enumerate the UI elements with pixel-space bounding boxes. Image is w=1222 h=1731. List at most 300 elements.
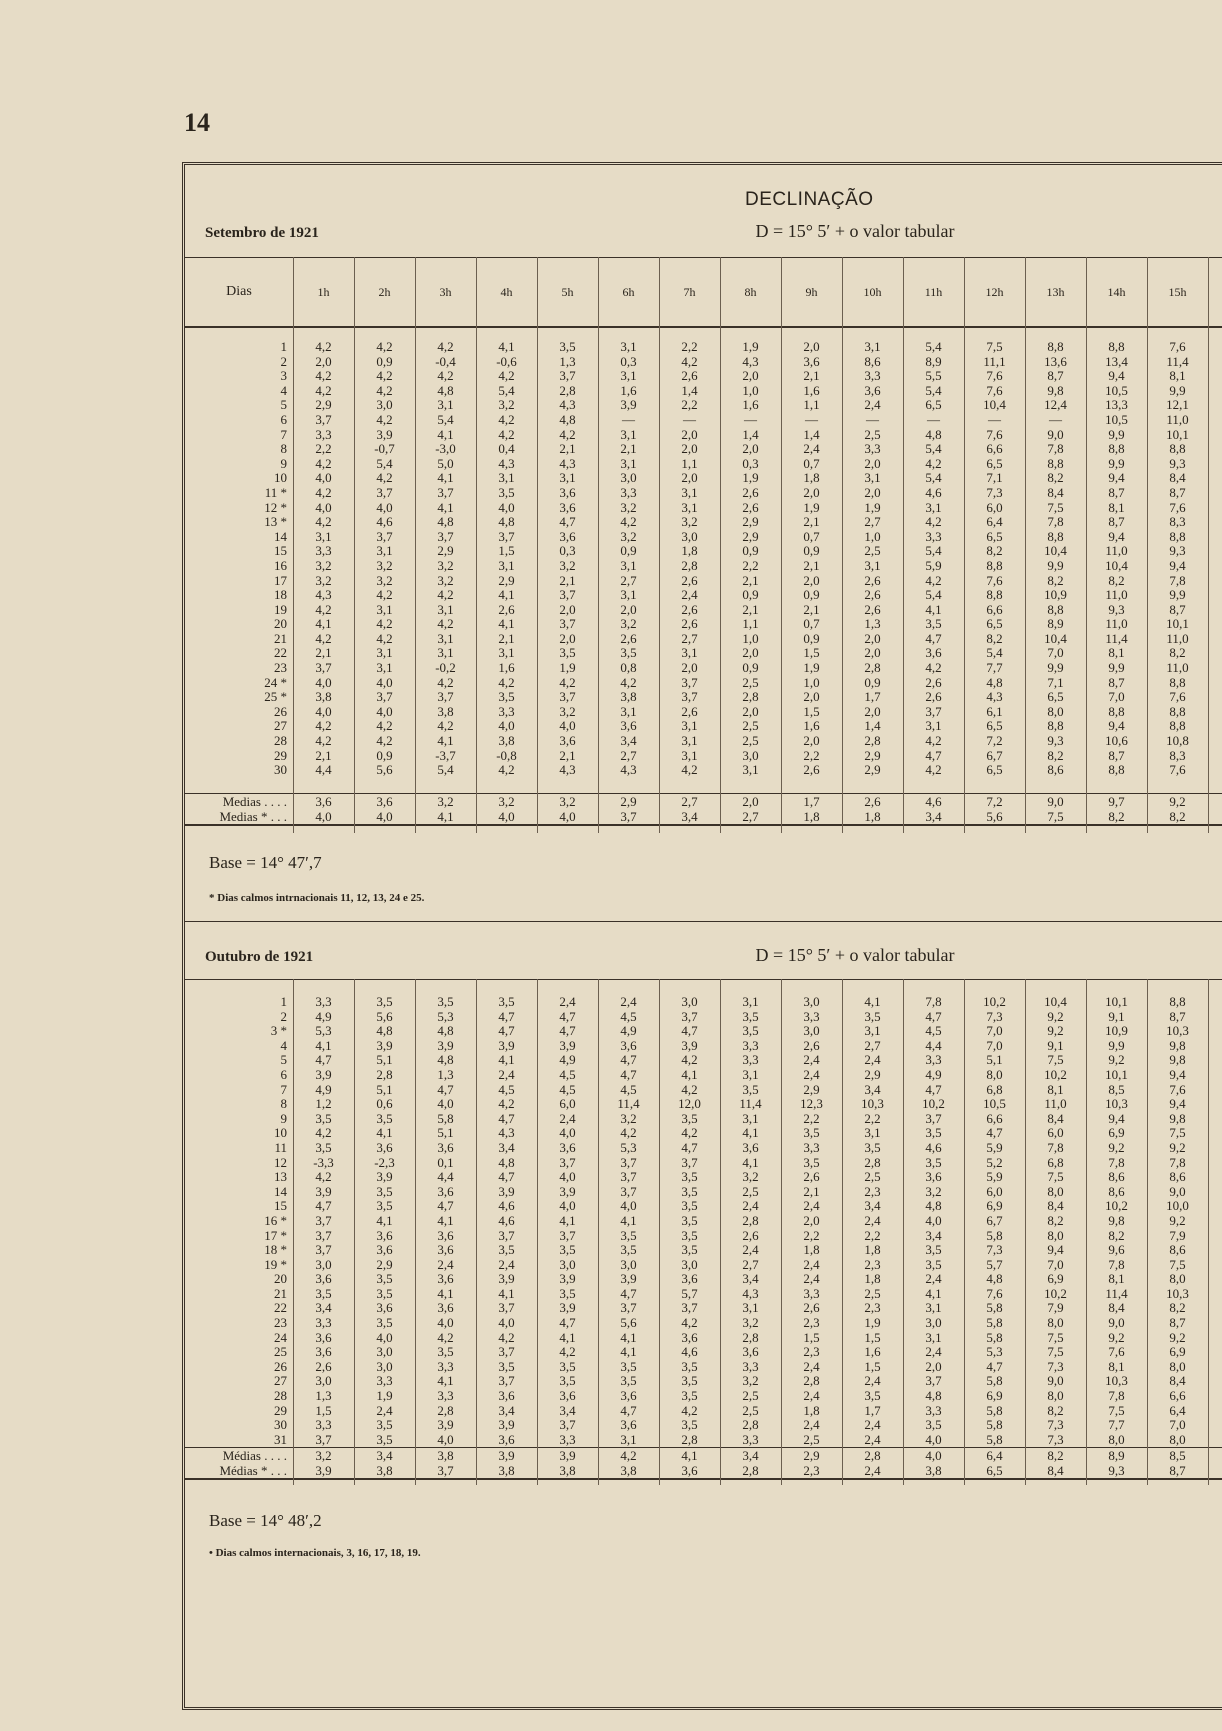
value-cell: 3,3 [315, 1417, 332, 1433]
value-cell: 6,1 [986, 703, 1003, 719]
value-cell: 2,1 [803, 368, 820, 384]
value-cell: 2,7 [620, 747, 637, 763]
value-cell: 0,9 [864, 674, 881, 690]
value-cell: 3,6 [681, 1463, 698, 1478]
value-cell: 4,1 [498, 1052, 515, 1068]
value-cell: 4,0 [437, 1096, 454, 1112]
value-cell: 8,7 [1169, 484, 1186, 500]
day-label: 2 [280, 353, 287, 369]
value-cell: 9,8 [1108, 1212, 1125, 1228]
value-cell: 2,9 [803, 1081, 820, 1097]
table-row [185, 398, 1222, 413]
value-cell: 11,4 [739, 1096, 762, 1112]
value-cell: 4,2 [315, 630, 332, 646]
value-cell: 4,7 [559, 1008, 576, 1024]
value-cell: 9,8 [1169, 1110, 1186, 1126]
september-base: Base = 14° 47′,7 [209, 853, 322, 872]
value-cell: 2,3 [803, 1344, 820, 1360]
value-cell: 7,1 [1047, 674, 1064, 690]
value-cell: 9,4 [1108, 368, 1125, 384]
value-cell: 2,0 [803, 1212, 820, 1228]
value-cell: 5,8 [986, 1373, 1003, 1389]
value-cell: 4,0 [315, 703, 332, 719]
value-cell: 1,7 [864, 689, 881, 705]
value-cell: 2,3 [803, 1315, 820, 1331]
value-cell: 3,7 [559, 1154, 576, 1170]
september-note: * Dias calmos intrnacionais 11, 12, 13, 24 e 25. [209, 892, 425, 904]
value-cell: 3,1 [315, 528, 332, 544]
value-cell: 3,3 [925, 528, 942, 544]
day-label: 22 [274, 645, 287, 661]
table-row [185, 995, 1222, 1010]
day-label: 18 * [264, 1242, 287, 1258]
value-cell: 4,2 [315, 455, 332, 471]
table-row [185, 1126, 1222, 1141]
day-label: 3 [280, 368, 287, 384]
value-cell: 8,1 [1047, 1081, 1064, 1097]
value-cell: 9,2 [1108, 1052, 1125, 1068]
value-cell: 3,7 [376, 484, 393, 500]
value-cell: 4,0 [498, 718, 515, 734]
value-cell: 3,6 [620, 718, 637, 734]
value-cell: 8,2 [1047, 1402, 1064, 1418]
value-cell: 7,6 [1169, 689, 1186, 705]
value-cell: 8,5 [1169, 1448, 1186, 1463]
value-cell: 4,1 [559, 1329, 576, 1345]
value-cell: 3,5 [742, 1008, 759, 1024]
day-label: 19 [274, 601, 287, 617]
value-cell: 5,8 [986, 1402, 1003, 1418]
value-cell: 4,7 [498, 1110, 515, 1126]
value-cell: 8,7 [1169, 601, 1186, 617]
day-label: 8 [280, 441, 287, 457]
value-cell: 2,1 [559, 572, 576, 588]
value-cell: 2,1 [742, 572, 759, 588]
day-label: 19 * [264, 1256, 287, 1272]
value-cell: 2,5 [742, 674, 759, 690]
value-cell: 2,0 [864, 645, 881, 661]
day-label: 4 [280, 382, 287, 398]
table-row [185, 1068, 1222, 1083]
value-cell: 0,9 [803, 543, 820, 559]
table-row [185, 617, 1222, 632]
day-label: 12 [274, 1154, 287, 1170]
day-label: 21 [274, 1285, 287, 1301]
value-cell: 9,9 [1108, 455, 1125, 471]
value-cell: 3,6 [315, 1344, 332, 1360]
value-cell: 1,6 [803, 382, 820, 398]
value-cell: 8,8 [1108, 339, 1125, 354]
value-cell: 1,8 [864, 809, 881, 824]
value-cell: 2,7 [742, 809, 759, 824]
value-cell: 3,1 [925, 499, 942, 515]
value-cell: 8,8 [1169, 994, 1186, 1009]
table-row [185, 1316, 1222, 1331]
value-cell: 2,4 [803, 1417, 820, 1433]
column-rule [659, 979, 660, 1485]
value-cell: 4,0 [376, 674, 393, 690]
value-cell: 4,2 [620, 1125, 637, 1141]
value-cell: 12,3 [800, 1096, 823, 1112]
column-rule [659, 257, 660, 325]
value-cell: 2,8 [376, 1066, 393, 1082]
value-cell: 6,6 [986, 441, 1003, 457]
value-cell: 3,3 [437, 1358, 454, 1374]
value-cell: 4,1 [498, 339, 515, 354]
value-cell: 7,5 [986, 339, 1003, 354]
value-cell: 5,6 [620, 1315, 637, 1331]
value-cell: 2,8 [742, 689, 759, 705]
value-cell: 2,9 [742, 528, 759, 544]
value-cell: 3,1 [742, 994, 759, 1009]
month-title-september: Setembro de 1921 [205, 225, 319, 241]
column-rule [964, 257, 965, 325]
value-cell: 3,5 [803, 1125, 820, 1141]
value-cell: 2,2 [681, 339, 698, 354]
table-row [185, 1287, 1222, 1302]
day-label: 9 [280, 455, 287, 471]
value-cell: -2,3 [374, 1154, 395, 1170]
value-cell: 5,6 [376, 762, 393, 778]
value-cell: 3,7 [437, 528, 454, 544]
value-cell: 7,5 [1047, 1052, 1064, 1068]
value-cell: 8,1 [1108, 1271, 1125, 1287]
day-label: 31 [274, 1431, 287, 1447]
value-cell: 8,4 [1169, 1373, 1186, 1389]
value-cell: 9,4 [1169, 557, 1186, 573]
september-means [185, 793, 1222, 826]
day-label: 5 [280, 397, 287, 413]
value-cell: 2,6 [681, 368, 698, 384]
value-cell: 9,9 [1108, 660, 1125, 676]
value-cell: 3,6 [376, 1139, 393, 1155]
value-cell: 3,4 [498, 1402, 515, 1418]
value-cell: 4,7 [681, 1139, 698, 1155]
value-cell: 3,9 [376, 1169, 393, 1185]
value-cell: 8,8 [1169, 528, 1186, 544]
value-cell: 0,7 [803, 616, 820, 632]
value-cell: 4,1 [437, 733, 454, 749]
value-cell: 3,5 [376, 1431, 393, 1447]
value-cell: 3,1 [498, 557, 515, 573]
value-cell: 7,5 [1047, 1344, 1064, 1360]
value-cell: 5,7 [986, 1256, 1003, 1272]
value-cell: 3,6 [681, 1329, 698, 1345]
value-cell: 8,7 [1047, 368, 1064, 384]
value-cell: 1,9 [559, 660, 576, 676]
value-cell: 10,2 [1044, 1066, 1067, 1082]
value-cell: 3,5 [559, 645, 576, 661]
value-cell: 9,4 [1108, 718, 1125, 734]
table-row [185, 1258, 1222, 1273]
column-header-hour: 3h [439, 284, 452, 299]
value-cell: 10,4 [983, 397, 1006, 413]
value-cell: 3,4 [925, 1227, 942, 1243]
value-cell: 3,1 [376, 660, 393, 676]
value-cell: 3,6 [315, 1329, 332, 1345]
value-cell: 4,3 [742, 353, 759, 369]
value-cell: 3,9 [437, 1417, 454, 1433]
value-cell: 10,3 [1105, 1373, 1128, 1389]
value-cell: 2,2 [803, 1110, 820, 1126]
value-cell: — [1049, 411, 1062, 427]
column-rule [964, 979, 965, 1485]
value-cell: 10,5 [1105, 382, 1128, 398]
table-row [185, 1272, 1222, 1287]
value-cell: 8,0 [1047, 1227, 1064, 1243]
value-cell: 1,8 [803, 1402, 820, 1418]
value-cell: 2,7 [742, 1256, 759, 1272]
value-cell: -0,7 [374, 441, 395, 457]
value-cell: 2,0 [681, 441, 698, 457]
value-cell: 3,5 [559, 1285, 576, 1301]
value-cell: 2,6 [620, 630, 637, 646]
value-cell: 3,1 [620, 1431, 637, 1447]
value-cell: 5,7 [681, 1285, 698, 1301]
value-cell: 5,8 [986, 1227, 1003, 1243]
value-cell: 8,0 [1169, 1271, 1186, 1287]
column-rule [598, 257, 599, 325]
value-cell: 4,6 [498, 1212, 515, 1228]
value-cell: 1,3 [437, 1066, 454, 1082]
october-note: • Dias calmos internacionais, 3, 16, 17, 18, 19. [209, 1547, 421, 1559]
value-cell: 11,0 [1166, 660, 1189, 676]
column-header-hour: 9h [805, 284, 818, 299]
value-cell: 3,5 [864, 1139, 881, 1155]
value-cell: 5,4 [376, 455, 393, 471]
value-cell: 3,7 [681, 674, 698, 690]
value-cell: 1,7 [803, 794, 820, 809]
value-cell: 3,9 [315, 1463, 332, 1478]
value-cell: 4,2 [925, 762, 942, 778]
value-cell: 4,7 [620, 1052, 637, 1068]
value-cell: 3,8 [437, 703, 454, 719]
value-cell: 5,8 [986, 1431, 1003, 1447]
value-cell: 4,1 [437, 1285, 454, 1301]
day-label: 11 * [264, 484, 287, 500]
value-cell: 4,0 [559, 718, 576, 734]
value-cell: 5,4 [925, 382, 942, 398]
value-cell: 7,8 [1047, 514, 1064, 530]
value-cell: 7,3 [1047, 1417, 1064, 1433]
value-cell: 3,5 [864, 1008, 881, 1024]
value-cell: 9,4 [1047, 1242, 1064, 1258]
value-cell: 3,1 [620, 368, 637, 384]
day-label: 18 [274, 587, 287, 603]
value-cell: 4,8 [437, 514, 454, 530]
value-cell: 2,7 [681, 794, 698, 809]
value-cell: 2,1 [803, 514, 820, 530]
value-cell: 4,6 [925, 484, 942, 500]
day-label: 20 [274, 1271, 287, 1287]
value-cell: 3,3 [864, 441, 881, 457]
value-cell: 3,9 [437, 1037, 454, 1053]
value-cell: 1,8 [681, 543, 698, 559]
value-cell: 8,8 [1169, 718, 1186, 734]
value-cell: 4,2 [376, 368, 393, 384]
value-cell: 1,9 [742, 470, 759, 486]
value-cell: 3,3 [559, 1431, 576, 1447]
value-cell: 7,5 [1047, 809, 1064, 824]
value-cell: 4,2 [315, 601, 332, 617]
value-cell: 1,3 [559, 353, 576, 369]
value-cell: — [988, 411, 1001, 427]
column-rule [1025, 979, 1026, 1485]
column-rule [720, 325, 721, 833]
value-cell: 3,9 [620, 1271, 637, 1287]
value-cell: 6,9 [1108, 1125, 1125, 1141]
value-cell: 1,5 [803, 703, 820, 719]
value-cell: 5,2 [986, 1154, 1003, 1170]
value-cell: 7,3 [1047, 1431, 1064, 1447]
value-cell: 6,4 [1169, 1402, 1186, 1418]
value-cell: 3,9 [498, 1183, 515, 1199]
column-rule [598, 979, 599, 1485]
value-cell: 8,0 [1169, 1358, 1186, 1374]
column-header-hour: 14h [1107, 284, 1126, 299]
value-cell: 2,5 [864, 1169, 881, 1185]
value-cell: 8,4 [1047, 1198, 1064, 1214]
value-cell: 3,6 [864, 382, 881, 398]
day-label: 14 [274, 528, 287, 544]
value-cell: 2,6 [864, 601, 881, 617]
value-cell: 8,7 [1108, 484, 1125, 500]
value-cell: 2,4 [559, 1110, 576, 1126]
value-cell: 8,2 [986, 630, 1003, 646]
value-cell: 5,4 [437, 411, 454, 427]
value-cell: 10,4 [1105, 557, 1128, 573]
day-label: 24 [274, 1329, 287, 1345]
value-cell: 3,3 [925, 1402, 942, 1418]
day-label: 13 * [264, 514, 287, 530]
value-cell: 4,0 [498, 1315, 515, 1331]
value-cell: 1,0 [742, 630, 759, 646]
day-label: 10 [274, 470, 287, 486]
day-label: Médias * . . . [219, 1463, 287, 1478]
value-cell: 3,5 [437, 994, 454, 1009]
value-cell: 2,5 [864, 543, 881, 559]
value-cell: 3,2 [437, 557, 454, 573]
value-cell: 9,4 [1108, 470, 1125, 486]
value-cell: 9,1 [1108, 1008, 1125, 1024]
value-cell: 8,8 [1169, 703, 1186, 719]
value-cell: 3,0 [803, 1023, 820, 1039]
value-cell: 3,4 [315, 1300, 332, 1316]
value-cell: 3,9 [498, 1037, 515, 1053]
value-cell: 3,7 [498, 528, 515, 544]
column-header-hour: 15h [1168, 284, 1187, 299]
value-cell: 2,4 [742, 1242, 759, 1258]
value-cell: 4,2 [498, 1096, 515, 1112]
value-cell: 4,0 [376, 703, 393, 719]
value-cell: 5,9 [925, 557, 942, 573]
value-cell: 3,5 [620, 1227, 637, 1243]
value-cell: 4,7 [925, 747, 942, 763]
value-cell: 10,1 [1166, 616, 1189, 632]
value-cell: 5,1 [376, 1081, 393, 1097]
value-cell: 0,7 [803, 455, 820, 471]
value-cell: 3,2 [681, 514, 698, 530]
column-rule [293, 979, 294, 1485]
value-cell: 5,9 [986, 1169, 1003, 1185]
value-cell: 2,7 [620, 572, 637, 588]
column-header-hour: 13h [1046, 284, 1065, 299]
value-cell: 3,6 [437, 1242, 454, 1258]
value-cell: 4,2 [620, 1448, 637, 1463]
value-cell: 2,6 [803, 1037, 820, 1053]
value-cell: 2,0 [864, 484, 881, 500]
value-cell: 4,7 [620, 1285, 637, 1301]
value-cell: 0,7 [803, 528, 820, 544]
value-cell: 3,5 [437, 1344, 454, 1360]
value-cell: 2,7 [864, 514, 881, 530]
value-cell: 3,9 [559, 1448, 576, 1463]
value-cell: 4,0 [437, 1431, 454, 1447]
value-cell: 6,5 [986, 528, 1003, 544]
day-label: 17 * [264, 1227, 287, 1243]
value-cell: 9,2 [1047, 1008, 1064, 1024]
column-rule [720, 979, 721, 1485]
value-cell: 3,0 [925, 1315, 942, 1331]
value-cell: 3,7 [620, 1154, 637, 1170]
value-cell: 7,7 [1108, 1417, 1125, 1433]
value-cell: 0,8 [620, 660, 637, 676]
value-cell: 3,3 [925, 1052, 942, 1068]
value-cell: 6,8 [1047, 1154, 1064, 1170]
value-cell: 3,8 [620, 689, 637, 705]
value-cell: 3,6 [437, 1271, 454, 1287]
table-row [185, 646, 1222, 661]
value-cell: 8,4 [1047, 484, 1064, 500]
value-cell: 3,8 [498, 733, 515, 749]
value-cell: 9,4 [1169, 1066, 1186, 1082]
value-cell: 2,8 [742, 1417, 759, 1433]
value-cell: 6,4 [986, 1448, 1003, 1463]
value-cell: 2,7 [681, 630, 698, 646]
value-cell: 6,5 [986, 1463, 1003, 1478]
value-cell: 4,0 [315, 809, 332, 824]
value-cell: 8,8 [1047, 339, 1064, 354]
value-cell: 3,1 [925, 1329, 942, 1345]
value-cell: 2,1 [803, 1183, 820, 1199]
value-cell: 9,0 [1047, 1373, 1064, 1389]
value-cell: 2,5 [864, 426, 881, 442]
value-cell: 8,0 [986, 1066, 1003, 1082]
value-cell: 3,6 [437, 1300, 454, 1316]
value-cell: 3,0 [681, 1256, 698, 1272]
value-cell: 4,2 [498, 1329, 515, 1345]
value-cell: 3,0 [376, 1344, 393, 1360]
value-cell: 2,6 [681, 616, 698, 632]
value-cell: 3,5 [376, 1198, 393, 1214]
value-cell: 7,3 [1047, 1358, 1064, 1374]
value-cell: 7,8 [1047, 1139, 1064, 1155]
value-cell: 9,1 [1047, 1037, 1064, 1053]
value-cell: 4,9 [315, 1081, 332, 1097]
value-cell: 7,1 [986, 470, 1003, 486]
day-label: Medias * . . . [219, 809, 287, 824]
value-cell: 4,2 [376, 339, 393, 354]
value-cell: 3,7 [681, 689, 698, 705]
value-cell: 1,4 [803, 426, 820, 442]
value-cell: 5,5 [925, 368, 942, 384]
value-cell: 3,9 [559, 1037, 576, 1053]
value-cell: 2,1 [559, 441, 576, 457]
value-cell: 4,1 [620, 1329, 637, 1345]
value-cell: 6,7 [986, 1212, 1003, 1228]
value-cell: 3,7 [559, 587, 576, 603]
value-cell: 6,5 [986, 718, 1003, 734]
